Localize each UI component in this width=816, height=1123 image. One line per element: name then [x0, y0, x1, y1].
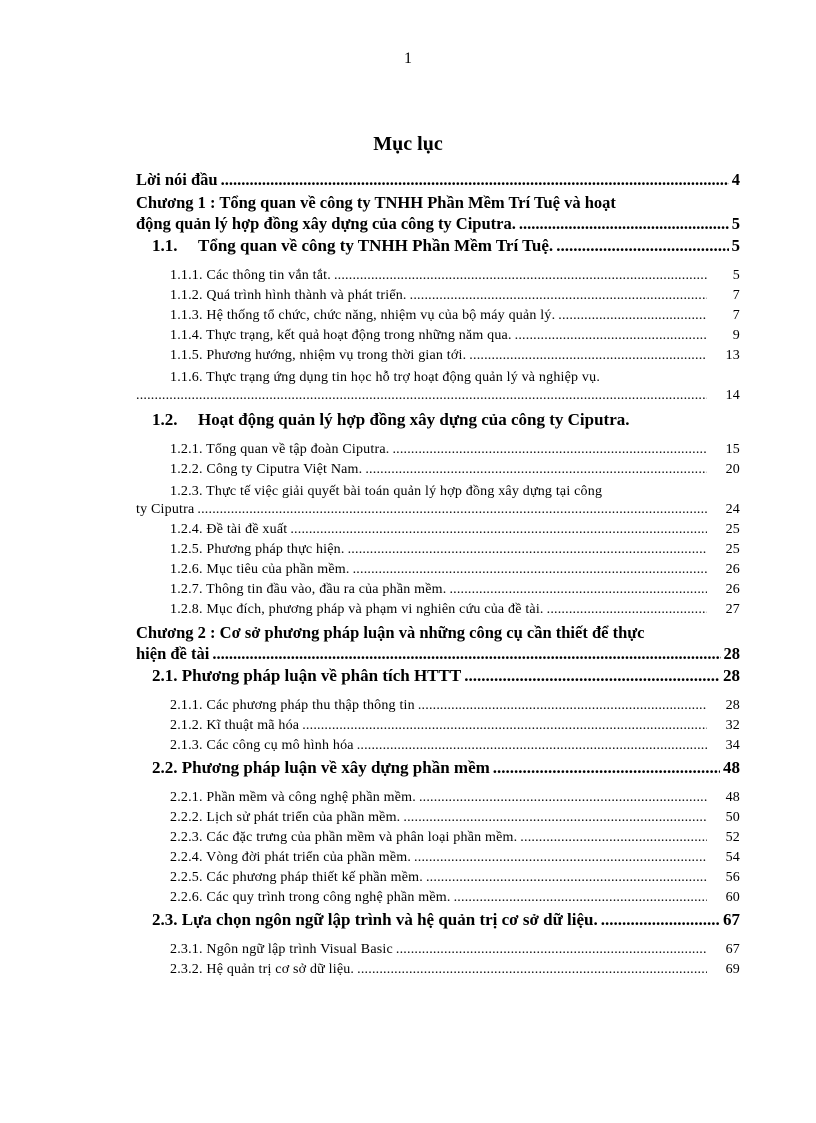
- dot-leader: [520, 830, 707, 846]
- toc-entry-1-1-6[interactable]: [136, 388, 740, 408]
- page-number: 1: [404, 50, 412, 67]
- dot-leader: [410, 288, 707, 304]
- dot-leader: [601, 910, 720, 930]
- toc-entry-1-2-6[interactable]: [170, 562, 740, 582]
- toc-entry-1-2-2[interactable]: [170, 462, 740, 482]
- toc-entry-text: 1.2.8. Mục đích, phương pháp và phạm vi nghiên cứu của đề tài.: [170, 602, 544, 617]
- toc-entry-1-2-7[interactable]: [170, 582, 740, 602]
- dot-leader: [558, 308, 707, 324]
- toc-entry-2-3-2[interactable]: [170, 962, 740, 982]
- dot-leader: [334, 268, 707, 284]
- toc-entry-text: 2.2. Phương pháp luận về xây dựng phần mềm: [152, 758, 490, 777]
- dot-leader: [290, 522, 707, 538]
- section-number: 1.2.: [152, 410, 178, 429]
- dot-leader: [493, 758, 720, 778]
- toc-page-number: 25: [725, 522, 740, 537]
- toc-entry-text: Tổng quan về công ty TNHH Phần Mềm Trí Tuệ.: [198, 236, 554, 255]
- toc-entry-2-2-5[interactable]: [170, 870, 740, 890]
- toc-page-number: 27: [725, 602, 740, 617]
- toc-entry-2-2-6[interactable]: [170, 890, 740, 910]
- toc-entry-text: 2.2.3. Các đặc trưng của phần mềm và phân loại phần mềm.: [170, 830, 518, 845]
- toc-page-number: 67: [725, 942, 740, 957]
- dot-leader: [414, 850, 707, 866]
- toc-page-number: 32: [725, 718, 740, 733]
- toc-entry-text: 1.1.5. Phương hướng, nhiệm vụ trong thời gian tới.: [170, 348, 467, 363]
- toc-entry-2-2-2[interactable]: [170, 810, 740, 830]
- dot-leader: [212, 644, 720, 664]
- dot-leader: [357, 962, 707, 978]
- toc-page-number: 67: [723, 910, 740, 929]
- toc-entry-text: 1.2.2. Công ty Ciputra Việt Nam.: [170, 462, 363, 477]
- toc-entry-chapter-1-line1[interactable]: Chương 1 : Tổng quan về công ty TNHH Phần Mềm Trí Tuệ và hoạt: [136, 193, 616, 212]
- toc-page-number: 9: [732, 328, 740, 343]
- toc-entry-1-2-4[interactable]: [170, 522, 740, 542]
- toc-entry-text: 1.1.3. Hệ thống tổ chức, chức năng, nhiệm vụ của bộ máy quản lý.: [170, 308, 556, 323]
- toc-entry-text: 2.2.1. Phần mềm và công nghệ phần mềm.: [170, 790, 416, 805]
- dot-leader: [419, 790, 707, 806]
- toc-entry-1-2-1[interactable]: [170, 442, 740, 462]
- toc-entry-2-3-1[interactable]: [170, 942, 740, 962]
- toc-entry-chapter-1[interactable]: [136, 214, 740, 236]
- toc-entry-2-2-1[interactable]: [170, 790, 740, 810]
- toc-entry-1-1-3[interactable]: [170, 308, 740, 328]
- toc-page-number: 34: [725, 738, 740, 753]
- toc-entry-text: Lời nói đầu: [136, 170, 218, 189]
- toc-page-number: 56: [725, 870, 740, 885]
- dot-leader: [365, 462, 707, 478]
- toc-entry-text: hiện đề tài: [136, 644, 210, 663]
- dot-leader: [519, 214, 729, 234]
- toc-entry-1-1-6-line1[interactable]: 1.1.6. Thực trạng ứng dụng tin học hỗ trợ hoạt động quản lý và nghiệp vụ.: [170, 370, 601, 385]
- toc-page-number: 5: [732, 268, 740, 283]
- toc-entry-section-2-2[interactable]: [152, 758, 740, 782]
- toc-entry-1-2-5[interactable]: [170, 542, 740, 562]
- toc-title: Mục lục: [373, 133, 443, 155]
- toc-entry-chapter-2[interactable]: [136, 644, 740, 666]
- toc-entry-text: 2.1. Phương pháp luận về phân tích HTTT: [152, 666, 462, 685]
- toc-entry-text: 1.2.1. Tổng quan về tập đoàn Ciputra.: [170, 442, 390, 457]
- dot-leader: [556, 236, 728, 256]
- toc-page-number: 7: [732, 308, 740, 323]
- toc-page-number: 7: [732, 288, 740, 303]
- toc-page-number: 28: [723, 644, 740, 663]
- toc-page-number: 20: [725, 462, 740, 477]
- toc-entry-text: 1.2.5. Phương pháp thực hiện.: [170, 542, 345, 557]
- toc-entry-text: 2.1.1. Các phương pháp thu thập thông tin: [170, 698, 415, 713]
- toc-page-number: 26: [725, 562, 740, 577]
- toc-entry-text: 2.3.1. Ngôn ngữ lập trình Visual Basic: [170, 942, 393, 957]
- dot-leader: [515, 328, 707, 344]
- toc-page-number: 26: [725, 582, 740, 597]
- dot-leader: [357, 738, 707, 754]
- table-of-contents: [136, 170, 740, 982]
- toc-entry-1-1-5[interactable]: [170, 348, 740, 368]
- toc-entry-2-2-4[interactable]: [170, 850, 740, 870]
- toc-entry-1-1-4[interactable]: [170, 328, 740, 348]
- toc-entry-section-1-1[interactable]: [152, 236, 740, 260]
- toc-entry-1-2-8[interactable]: [170, 602, 740, 622]
- toc-entry-text: động quản lý hợp đồng xây dựng của công ty Ciputra.: [136, 214, 516, 233]
- dot-leader: [449, 582, 707, 598]
- toc-entry-text: 2.2.5. Các phương pháp thiết kế phần mềm.: [170, 870, 423, 885]
- toc-entry-text: 2.2.6. Các quy trình trong công nghệ phần mềm.: [170, 890, 451, 905]
- toc-entry-loi-noi-dau[interactable]: [136, 170, 740, 192]
- toc-entry-text: 1.1.1. Các thông tin vắn tắt.: [170, 268, 331, 283]
- toc-entry-text: 2.1.2. Kĩ thuật mã hóa: [170, 718, 300, 733]
- section-number: 1.1.: [152, 236, 178, 255]
- toc-page-number: 69: [725, 962, 740, 977]
- toc-page-number: 48: [723, 758, 740, 777]
- toc-entry-2-1-3[interactable]: [170, 738, 740, 758]
- toc-entry-chapter-2-line1[interactable]: Chương 2 : Cơ sở phương pháp luận và những công cụ cần thiết để thực: [136, 623, 645, 642]
- toc-page-number: 4: [731, 170, 740, 189]
- dot-leader: [547, 602, 707, 618]
- dot-leader: [221, 170, 729, 190]
- toc-entry-2-2-3[interactable]: [170, 830, 740, 850]
- dot-leader: [403, 810, 707, 826]
- dot-leader: [348, 542, 707, 558]
- toc-page-number: 5: [731, 214, 740, 233]
- dot-leader: [454, 890, 707, 906]
- toc-page-number: 5: [731, 236, 740, 255]
- toc-entry-text: 1.1.2. Quá trình hình thành và phát triển.: [170, 288, 407, 303]
- toc-page-number: 24: [725, 502, 740, 517]
- dot-leader: [197, 502, 707, 518]
- toc-entry-text: 1.2.4. Đề tài đề xuất: [170, 522, 288, 537]
- toc-page-number: 28: [723, 666, 740, 685]
- toc-page-number: 25: [725, 542, 740, 557]
- dot-leader: [302, 718, 707, 734]
- toc-entry-1-1-2[interactable]: [170, 288, 740, 308]
- toc-entry-text: 1.1.4. Thực trạng, kết quả hoạt động trong những năm qua.: [170, 328, 512, 343]
- toc-entry-2-1-1[interactable]: [170, 698, 740, 718]
- toc-entry-text: 1.2.7. Thông tin đầu vào, đầu ra của phần mềm.: [170, 582, 447, 597]
- toc-page-number: 54: [725, 850, 740, 865]
- toc-entry-section-2-3[interactable]: [152, 910, 740, 934]
- toc-entry-1-1-1[interactable]: [170, 268, 740, 288]
- toc-entry-text: 2.1.3. Các công cụ mô hình hóa: [170, 738, 354, 753]
- toc-entry-text: ty Ciputra: [136, 502, 195, 517]
- toc-page-number: 15: [725, 442, 740, 457]
- toc-entry-text: 2.2.2. Lịch sử phát triển của phần mềm.: [170, 810, 401, 825]
- toc-page-number: 60: [725, 890, 740, 905]
- dot-leader: [136, 388, 707, 404]
- toc-page-number: 28: [725, 698, 740, 713]
- toc-entry-section-1-2[interactable]: [152, 410, 740, 434]
- toc-entry-text: 2.3. Lựa chọn ngôn ngữ lập trình và hệ quản trị cơ sở dữ liệu.: [152, 910, 598, 929]
- dot-leader: [426, 870, 707, 886]
- toc-page-number: 52: [725, 830, 740, 845]
- toc-entry-text: 2.2.4. Vòng đời phát triển của phần mềm.: [170, 850, 412, 865]
- toc-entry-1-2-3-line1[interactable]: 1.2.3. Thực tế việc giải quyết bài toán quản lý hợp đồng xây dựng tại công: [170, 484, 603, 499]
- toc-entry-text: 1.2.6. Mục tiêu của phần mềm.: [170, 562, 350, 577]
- dot-leader: [392, 442, 707, 458]
- toc-entry-section-2-1[interactable]: [152, 666, 740, 690]
- toc-entry-2-1-2[interactable]: [170, 718, 740, 738]
- dot-leader: [464, 666, 720, 686]
- toc-entry-text: Hoạt động quản lý hợp đồng xây dựng của công ty Ciputra.: [198, 410, 630, 429]
- toc-entry-1-2-3[interactable]: [136, 502, 740, 522]
- toc-page-number: 14: [725, 388, 740, 403]
- toc-page-number: 48: [725, 790, 740, 805]
- toc-page-number: 50: [725, 810, 740, 825]
- dot-leader: [418, 698, 707, 714]
- dot-leader: [396, 942, 707, 958]
- dot-leader: [469, 348, 707, 364]
- dot-leader: [353, 562, 707, 578]
- toc-page-number: 13: [725, 348, 740, 363]
- toc-entry-text: 2.3.2. Hệ quản trị cơ sở dữ liệu.: [170, 962, 355, 977]
